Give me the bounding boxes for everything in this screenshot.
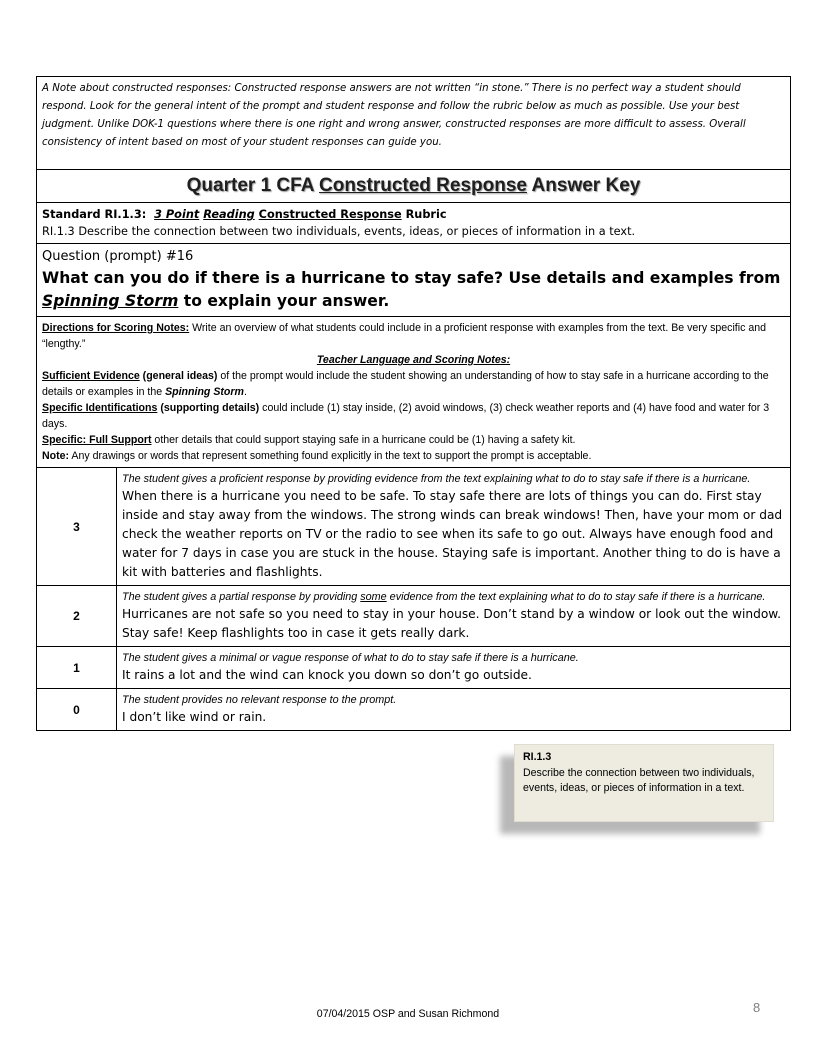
rubric-content xyxy=(117,689,791,731)
score-description: The student gives a minimal or vague response of what to do to stay safe if there is a hurricane. xyxy=(122,652,579,664)
rubric-row-3 xyxy=(37,468,791,586)
rubric-row-0 xyxy=(37,689,791,731)
sample-answer: It rains a lot and the wind can knock you down so don’t go outside. xyxy=(122,668,532,682)
score-description: The student provides no relevant response to the prompt. xyxy=(122,694,397,706)
rubric-row-1 xyxy=(37,647,791,689)
sample-answer: Hurricanes are not safe so you need to stay in your house. Don’t stand by a window or look out the window. Stay safe! Keep flashlights too in case it gets really dark. xyxy=(122,607,782,640)
score: 1 xyxy=(37,647,117,689)
question-label: Question (prompt) #16 xyxy=(42,249,194,264)
standard-description: RI.1.3 Describe the connection between two individuals, events, ideas, or pieces of information in a text. xyxy=(42,225,636,238)
question-cell xyxy=(37,244,791,317)
footer: 07/04/2015 OSP and Susan Richmond xyxy=(316,1008,500,1020)
note-line: Note: Any drawings or words that represent something found explicitly in the text to support the prompt is acceptable. xyxy=(42,450,592,462)
rubric-content xyxy=(117,586,791,647)
question-prompt: What can you do if there is a hurricane to stay safe? Use details and examples from Spinning Storm to explain your answer. xyxy=(42,269,781,310)
sample-answer: I don’t like wind or rain. xyxy=(122,710,267,724)
score: 3 xyxy=(37,468,117,586)
title-cell xyxy=(37,170,791,203)
page-number: 8 xyxy=(753,1000,761,1015)
callout-title: RI.1.3 xyxy=(523,751,552,763)
full-support: Specific: Full Support other details that could support staying safe in a hurricane could be (1) having a safety kit. xyxy=(42,434,576,446)
rubric-table xyxy=(36,76,791,731)
constructed-response-note: A Note about constructed responses: Constructed response answers are not written “in stone.” There is no perfect way a student should respond. Look for the general intent of the prompt and student response and follow the rubric below as much as possible. Use your best judgment. Unlike DOK-1 questions where there is one right and wrong answer, constructed responses are more difficult to assess. Overall consistency of intent based on most of your student responses can guide you. xyxy=(37,77,791,170)
score: 2 xyxy=(37,586,117,647)
standard-cell xyxy=(37,203,791,244)
specific-identifications: Specific Identifications (supporting details) could include (1) stay inside, (2) avoid windows, (3) check weather reports and (4) have food and water for 3 days. xyxy=(42,402,770,430)
score-description: The student gives a partial response by providing some evidence from the text explaining what to do to stay safe if there is a hurricane. xyxy=(122,591,766,603)
score: 0 xyxy=(37,689,117,731)
callout-text: Describe the connection between two individuals, events, ideas, or pieces of information in a text. xyxy=(523,766,755,794)
score-description: The student gives a proficient response by providing evidence from the text explaining what to do to stay safe if there is a hurricane. xyxy=(122,473,751,485)
rubric-content xyxy=(117,647,791,689)
teacher-language-heading: Teacher Language and Scoring Notes: xyxy=(316,354,511,366)
standard-callout xyxy=(514,744,774,822)
sample-answer: When there is a hurricane you need to be safe. To stay safe there are lots of things you can do. First stay inside and stay away from the windows. The strong winds can break windows! Then, have your mom or dad check the weather reports on TV or the radio to see when its safe to go out. Always have enough food and water for 7 days in case you are stuck in the house. Staying safe is important. Another thing to do is have a kit with batteries and flashlights. xyxy=(122,489,783,579)
scoring-notes-cell xyxy=(37,317,791,468)
sufficient-evidence: Sufficient Evidence (general ideas) of the prompt would include the student showing an understanding of how to stay safe in a hurricane according to the details or examples in the Spinning Storm. xyxy=(42,370,769,398)
rubric-row-2 xyxy=(37,586,791,647)
standard-heading: Standard RI.1.3: 3 Point Reading Constructed Response Rubric xyxy=(42,208,447,221)
rubric-content xyxy=(117,468,791,586)
page-title: Quarter 1 CFA Constructed Response Answer Key xyxy=(186,175,641,196)
directions: Directions for Scoring Notes: Write an overview of what students could include in a proficient response with examples from the text. Be very specific and “lengthy.” xyxy=(42,322,767,350)
